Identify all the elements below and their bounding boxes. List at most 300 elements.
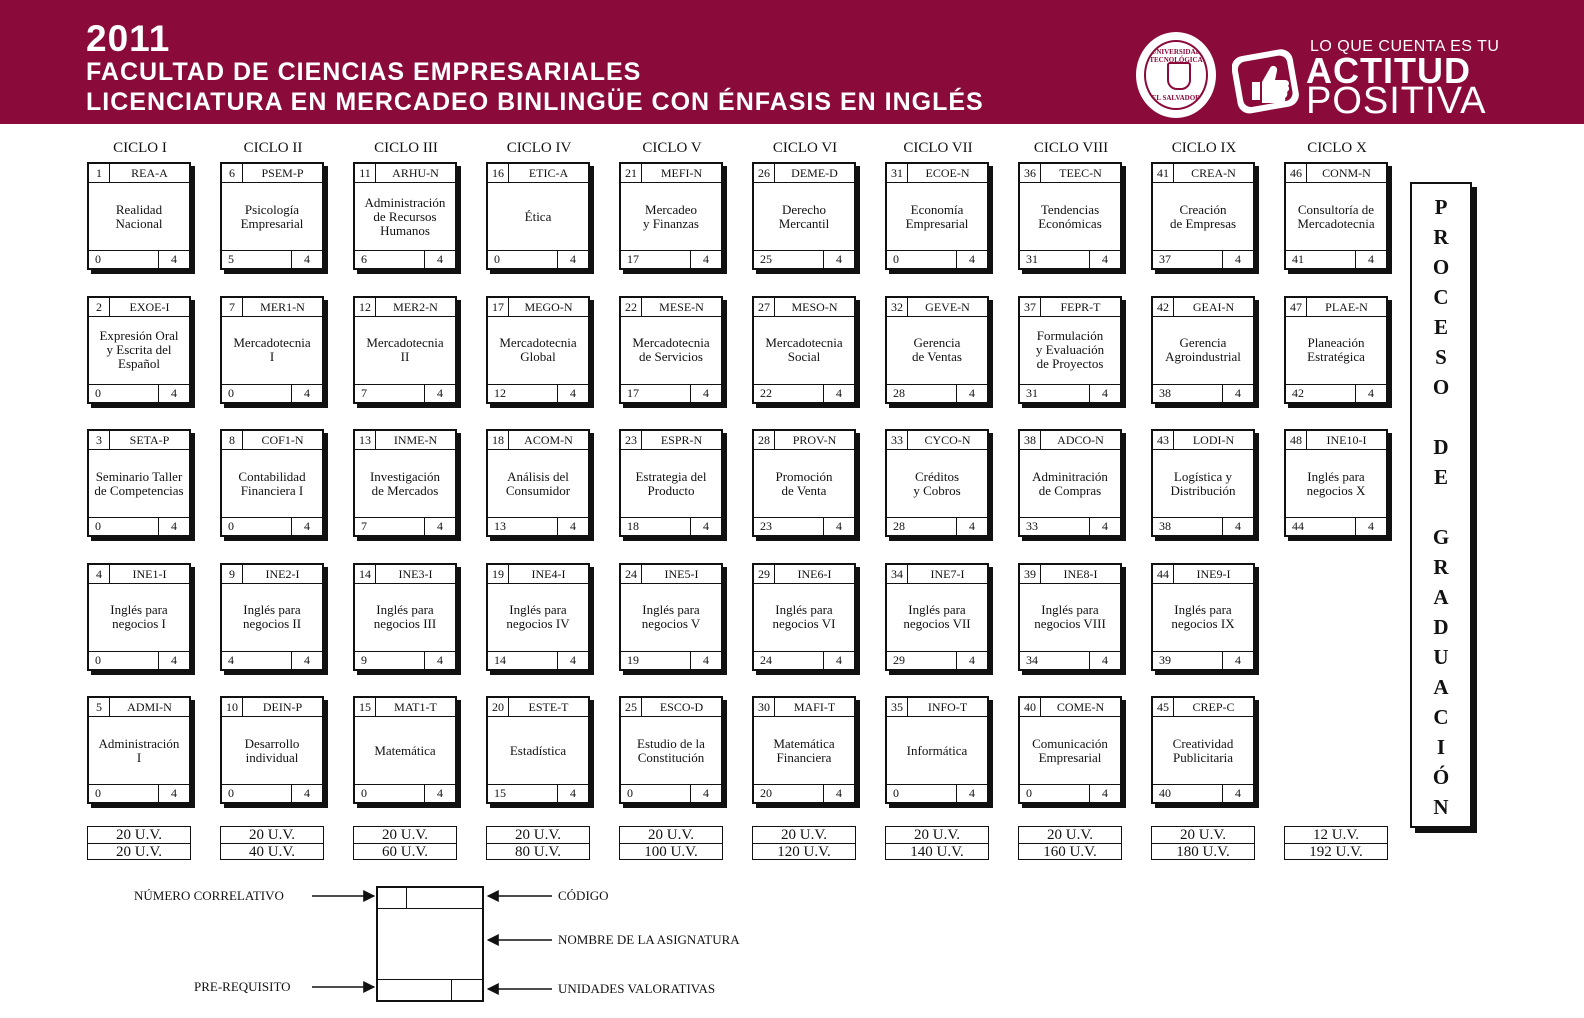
course-card xyxy=(486,429,590,537)
course-prerequisite: 28 xyxy=(893,519,905,533)
course-number: 36 xyxy=(1020,164,1041,182)
course-prerequisite: 31 xyxy=(1026,385,1038,400)
course-prerequisite: 28 xyxy=(893,385,905,400)
course-code: ETIC-A xyxy=(528,166,569,180)
course-name: Inglés para negocios VIII xyxy=(1034,602,1106,631)
cycle-units-box xyxy=(220,826,324,860)
course-code: INE10-I xyxy=(1326,433,1367,447)
faculty-title: FACULTAD DE CIENCIAS EMPRESARIALES xyxy=(86,58,642,86)
course-prerequisite: 19 xyxy=(627,652,639,667)
graduation-letter: E xyxy=(1433,465,1448,489)
course-card xyxy=(885,296,989,404)
course-card xyxy=(752,429,856,537)
course-units: 4 xyxy=(424,385,455,402)
course-card xyxy=(1151,696,1255,804)
course-number: 28 xyxy=(754,431,775,449)
course-units: 4 xyxy=(1222,785,1253,802)
course-code: GEVE-N xyxy=(925,299,970,314)
course-number: 38 xyxy=(1020,431,1041,449)
course-name: Adminitración de Compras xyxy=(1032,468,1108,498)
course-units: 4 xyxy=(1222,251,1253,268)
graduation-letter: S xyxy=(1435,345,1447,369)
graduation-letter: D xyxy=(1433,615,1449,639)
course-units: 4 xyxy=(956,785,987,802)
course-code: SETA-P xyxy=(129,433,170,447)
cycle-units: 20 U.V. xyxy=(88,827,190,844)
course-name: Investigación de Mercados xyxy=(369,468,441,498)
course-code: EXOE-I xyxy=(129,299,170,314)
course-units: 4 xyxy=(1089,518,1120,535)
cycle-heading: CICLO II xyxy=(243,140,303,156)
legend-codigo-label: CÓDIGO xyxy=(558,888,609,903)
course-card xyxy=(220,563,324,671)
course-number: 18 xyxy=(488,431,509,449)
course-card xyxy=(1018,429,1122,537)
course-name: Desarrollo individual xyxy=(244,735,300,765)
course-number: 33 xyxy=(887,431,908,449)
course-name: Inglés para negocios I xyxy=(110,602,168,631)
course-name: Estrategia del Producto xyxy=(635,468,707,498)
course-code: PROV-N xyxy=(792,433,837,447)
course-units: 4 xyxy=(557,251,588,268)
course-prerequisite: 7 xyxy=(361,519,367,533)
course-units: 4 xyxy=(158,251,189,268)
course-card xyxy=(353,696,457,804)
course-name: Estadística xyxy=(509,742,567,758)
cycle-units: 20 U.V. xyxy=(221,827,323,844)
course-name: Estudio de la Constitución xyxy=(637,735,705,765)
course-number: 26 xyxy=(754,164,775,182)
course-number: 30 xyxy=(754,698,775,716)
course-name: Planeación Estratégica xyxy=(1307,335,1365,364)
course-card xyxy=(619,563,723,671)
course-card xyxy=(87,162,191,270)
course-code: PLAE-N xyxy=(1325,299,1368,314)
course-name: Expresión Oral y Escrita del Español xyxy=(99,328,179,371)
course-card xyxy=(353,429,457,537)
course-card xyxy=(486,296,590,404)
course-prerequisite: 0 xyxy=(893,252,899,266)
legend-unidades-label: UNIDADES VALORATIVAS xyxy=(558,981,716,996)
graduation-process-box xyxy=(1410,182,1472,828)
course-name: Inglés para negocios V xyxy=(641,602,701,631)
cumulative-units: 80 U.V. xyxy=(515,844,561,860)
course-card xyxy=(752,563,856,671)
course-number: 4 xyxy=(89,565,110,583)
course-prerequisite: 24 xyxy=(760,652,772,667)
cycle-units-box xyxy=(885,826,989,860)
cycle-heading: CICLO X xyxy=(1307,140,1367,156)
course-card xyxy=(885,563,989,671)
cycle-heading: CICLO I xyxy=(113,140,167,156)
course-number: 43 xyxy=(1153,431,1174,449)
course-prerequisite: 7 xyxy=(361,385,367,400)
course-number: 46 xyxy=(1286,164,1307,182)
course-prerequisite: 34 xyxy=(1026,652,1038,667)
course-code: CREP-C xyxy=(1192,700,1235,714)
course-prerequisite: 17 xyxy=(627,252,639,266)
course-number: 5 xyxy=(89,698,110,716)
course-number: 16 xyxy=(488,164,509,182)
cycle-units: 12 U.V. xyxy=(1285,827,1387,844)
cycle-units: 20 U.V. xyxy=(487,827,589,844)
course-name: Mercadotecnia de Servicios xyxy=(632,335,710,364)
course-number: 25 xyxy=(621,698,642,716)
cumulative-units: 40 U.V. xyxy=(249,844,295,860)
slogan-line-2: ACTITUD xyxy=(1306,50,1471,91)
course-name: Gerencia Agroindustrial xyxy=(1165,335,1241,364)
legend-sample-card xyxy=(376,886,484,1002)
course-card xyxy=(87,563,191,671)
graduation-letter: N xyxy=(1433,795,1449,819)
cycle-units-box xyxy=(87,826,191,860)
course-units: 4 xyxy=(1355,385,1386,402)
course-code: PSEM-P xyxy=(261,166,304,180)
course-prerequisite: 23 xyxy=(760,519,772,533)
course-prerequisite: 41 xyxy=(1292,252,1304,266)
course-card xyxy=(885,429,989,537)
course-code: MESE-N xyxy=(659,299,704,314)
cycle-units: 20 U.V. xyxy=(354,827,456,844)
course-units: 4 xyxy=(690,518,721,535)
course-prerequisite: 0 xyxy=(228,519,234,533)
cycle-heading: CICLO VI xyxy=(772,140,838,156)
seal-bottom-text: EL SALVADOR xyxy=(1151,94,1201,102)
graduation-letter: O xyxy=(1432,375,1450,399)
course-prerequisite: 6 xyxy=(361,252,367,266)
course-number: 9 xyxy=(222,565,243,583)
course-number: 47 xyxy=(1286,298,1307,316)
course-units: 4 xyxy=(823,251,854,268)
course-name: Economía Empresarial xyxy=(905,201,969,231)
course-name: Inglés para negocios X xyxy=(1306,468,1366,498)
course-name: Logística y Distribución xyxy=(1170,468,1236,498)
course-units: 4 xyxy=(823,385,854,402)
course-card xyxy=(619,429,723,537)
course-card xyxy=(1284,162,1388,270)
course-prerequisite: 0 xyxy=(95,652,101,667)
course-units: 4 xyxy=(291,251,322,268)
shield-icon xyxy=(1167,62,1191,90)
course-card xyxy=(1151,296,1255,404)
slogan-line-1: LO QUE CUENTA ES TU xyxy=(1310,38,1500,55)
course-code: MEGO-N xyxy=(524,299,573,314)
cycle-heading: CICLO VII xyxy=(903,140,973,156)
course-number: 41 xyxy=(1153,164,1174,182)
course-code: MESO-N xyxy=(791,299,838,314)
course-number: 10 xyxy=(222,698,243,716)
course-card xyxy=(752,296,856,404)
course-name: Matemática xyxy=(374,742,436,758)
course-code: GEAI-N xyxy=(1192,299,1235,314)
course-number: 19 xyxy=(488,565,509,583)
course-code: ADMI-N xyxy=(127,700,172,714)
course-code: DEME-D xyxy=(791,166,838,180)
course-number: 6 xyxy=(222,164,243,182)
graduation-letter: U xyxy=(1433,645,1449,669)
course-name: Derecho Mercantil xyxy=(778,201,830,231)
course-units: 4 xyxy=(557,385,588,402)
course-name: Formulación y Evaluación de Proyectos xyxy=(1035,328,1105,371)
cycle-heading: CICLO IV xyxy=(506,140,572,156)
cumulative-units: 192 U.V. xyxy=(1309,844,1363,860)
course-code: ESPR-N xyxy=(660,433,703,447)
course-prerequisite: 33 xyxy=(1026,519,1038,533)
course-units: 4 xyxy=(557,518,588,535)
course-code: MAFI-T xyxy=(793,700,836,714)
course-name: Comunicación Empresarial xyxy=(1032,735,1108,765)
course-prerequisite: 18 xyxy=(627,519,639,533)
course-code: MER2-N xyxy=(393,299,438,314)
course-card xyxy=(619,162,723,270)
course-units: 4 xyxy=(1222,385,1253,402)
cycle-units-box xyxy=(486,826,590,860)
course-card xyxy=(486,563,590,671)
course-prerequisite: 22 xyxy=(760,385,772,400)
course-prerequisite: 13 xyxy=(494,519,506,533)
course-code: CYCO-N xyxy=(924,433,971,447)
course-prerequisite: 0 xyxy=(361,786,367,800)
course-name: Informática xyxy=(906,742,968,758)
course-units: 4 xyxy=(1089,251,1120,268)
cumulative-units: 100 U.V. xyxy=(644,844,698,860)
course-code: INE9-I xyxy=(1196,566,1231,581)
cumulative-units: 20 U.V. xyxy=(116,844,162,860)
course-number: 12 xyxy=(355,298,376,316)
course-code: CONM-N xyxy=(1322,166,1371,180)
course-number: 48 xyxy=(1286,431,1307,449)
course-prerequisite: 12 xyxy=(494,385,506,400)
course-number: 13 xyxy=(355,431,376,449)
graduation-letter: Ó xyxy=(1432,765,1450,789)
course-units: 4 xyxy=(690,652,721,669)
course-name: Promoción de Venta xyxy=(775,468,833,498)
course-number: 17 xyxy=(488,298,509,316)
course-card xyxy=(1018,563,1122,671)
cycle-units-box xyxy=(1151,826,1255,860)
course-number: 15 xyxy=(355,698,376,716)
graduation-letter xyxy=(1412,402,1470,432)
course-prerequisite: 0 xyxy=(95,385,101,400)
course-card xyxy=(353,296,457,404)
course-prerequisite: 15 xyxy=(494,786,506,800)
cumulative-units: 140 U.V. xyxy=(910,844,964,860)
course-name: Mercadotecnia II xyxy=(366,335,444,364)
course-prerequisite: 44 xyxy=(1292,519,1304,533)
course-number: 14 xyxy=(355,565,376,583)
course-units: 4 xyxy=(424,518,455,535)
graduation-letter: I xyxy=(1436,735,1446,759)
course-units: 4 xyxy=(956,251,987,268)
cycle-units: 20 U.V. xyxy=(1152,827,1254,844)
course-code: MAT1-T xyxy=(394,700,437,714)
course-units: 4 xyxy=(291,385,322,402)
course-card xyxy=(220,296,324,404)
cycle-heading: CICLO V xyxy=(642,140,702,156)
course-card xyxy=(220,162,324,270)
course-code: ARHU-N xyxy=(392,166,439,180)
course-prerequisite: 0 xyxy=(1026,786,1032,800)
course-name: Inglés para negocios II xyxy=(242,602,302,631)
plan-year: 2011 xyxy=(86,18,171,59)
course-number: 7 xyxy=(222,298,243,316)
course-card xyxy=(1018,162,1122,270)
course-card xyxy=(1151,162,1255,270)
course-prerequisite: 14 xyxy=(494,652,506,667)
course-prerequisite: 0 xyxy=(95,519,101,533)
course-number: 20 xyxy=(488,698,509,716)
graduation-letter: R xyxy=(1433,555,1449,579)
course-card xyxy=(220,429,324,537)
cumulative-units: 180 U.V. xyxy=(1176,844,1230,860)
course-units: 4 xyxy=(424,785,455,802)
course-code: CREA-N xyxy=(1191,166,1236,180)
cycle-units-box xyxy=(619,826,723,860)
course-card xyxy=(486,696,590,804)
course-card xyxy=(353,162,457,270)
course-number: 45 xyxy=(1153,698,1174,716)
course-units: 4 xyxy=(291,652,322,669)
course-name: Inglés para negocios VII xyxy=(903,602,971,631)
course-name: Realidad Nacional xyxy=(115,201,163,231)
course-number: 35 xyxy=(887,698,908,716)
course-name: Administración I xyxy=(98,735,180,765)
legend-nombre-label: NOMBRE DE LA ASIGNATURA xyxy=(558,932,740,947)
course-prerequisite: 38 xyxy=(1159,385,1171,400)
course-prerequisite: 17 xyxy=(627,385,639,400)
course-code: INE6-I xyxy=(797,566,832,581)
course-code: INE2-I xyxy=(265,566,300,581)
course-card xyxy=(752,162,856,270)
course-number: 40 xyxy=(1020,698,1041,716)
course-units: 4 xyxy=(956,385,987,402)
course-card xyxy=(353,563,457,671)
course-card xyxy=(1151,429,1255,537)
career-title: LICENCIATURA EN MERCADEO BINLINGÜE CON ÉNFASIS EN INGLÉS xyxy=(86,88,984,116)
course-name: Ética xyxy=(524,208,552,224)
course-number: 21 xyxy=(621,164,642,182)
course-code: ESTE-T xyxy=(528,700,569,714)
course-number: 34 xyxy=(887,565,908,583)
course-code: LODI-N xyxy=(1192,433,1235,447)
course-code: TEEC-N xyxy=(1059,166,1102,180)
course-card xyxy=(1284,296,1388,404)
course-prerequisite: 9 xyxy=(361,652,367,667)
course-code: ACOM-N xyxy=(524,433,573,447)
course-prerequisite: 39 xyxy=(1159,652,1171,667)
course-number: 2 xyxy=(89,298,110,316)
course-units: 4 xyxy=(823,785,854,802)
course-number: 39 xyxy=(1020,565,1041,583)
course-prerequisite: 25 xyxy=(760,252,772,266)
course-prerequisite: 37 xyxy=(1159,252,1171,266)
course-units: 4 xyxy=(291,785,322,802)
course-name: Inglés para negocios III xyxy=(373,602,437,631)
course-code: INE4-I xyxy=(531,566,566,581)
course-code: INFO-T xyxy=(927,700,968,714)
course-number: 32 xyxy=(887,298,908,316)
course-prerequisite: 0 xyxy=(893,786,899,800)
course-units: 4 xyxy=(557,652,588,669)
course-units: 4 xyxy=(956,518,987,535)
course-card xyxy=(87,429,191,537)
course-name: Consultoría de Mercadotecnia xyxy=(1297,201,1375,231)
legend-prerequisito-label: PRE-REQUISITO xyxy=(194,979,291,994)
university-seal-logo xyxy=(1136,32,1216,118)
course-code: DEIN-P xyxy=(262,700,303,714)
course-number: 3 xyxy=(89,431,110,449)
course-card xyxy=(1018,696,1122,804)
course-code: INE3-I xyxy=(398,566,433,581)
course-number: 44 xyxy=(1153,565,1174,583)
course-prerequisite: 20 xyxy=(760,786,772,800)
course-name: Seminario Taller de Competencias xyxy=(94,468,184,498)
course-prerequisite: 29 xyxy=(893,652,905,667)
graduation-letter: G xyxy=(1432,525,1450,549)
course-card xyxy=(1018,296,1122,404)
course-name: Inglés para negocios IV xyxy=(506,602,570,631)
course-number: 23 xyxy=(621,431,642,449)
course-name: Creatividad Publicitaria xyxy=(1172,735,1234,765)
course-code: INE8-I xyxy=(1063,566,1098,581)
course-code: ECOE-N xyxy=(925,166,970,180)
course-units: 4 xyxy=(158,385,189,402)
course-units: 4 xyxy=(956,652,987,669)
course-number: 8 xyxy=(222,431,243,449)
graduation-letter: A xyxy=(1433,675,1449,699)
course-card xyxy=(619,696,723,804)
course-prerequisite: 0 xyxy=(95,786,101,800)
graduation-letter: E xyxy=(1433,315,1448,339)
course-number: 24 xyxy=(621,565,642,583)
graduation-letter xyxy=(1412,492,1470,522)
course-code: INE1-I xyxy=(132,566,167,581)
course-code: INME-N xyxy=(393,433,438,447)
course-prerequisite: 0 xyxy=(228,385,234,400)
course-name: Creación de Empresas xyxy=(1169,201,1237,231)
course-code: INE7-I xyxy=(930,566,965,581)
course-name: Gerencia de Ventas xyxy=(912,335,962,364)
cumulative-units: 160 U.V. xyxy=(1043,844,1097,860)
course-units: 4 xyxy=(291,518,322,535)
course-units: 4 xyxy=(1089,652,1120,669)
cycle-units: 20 U.V. xyxy=(886,827,988,844)
course-units: 4 xyxy=(158,518,189,535)
course-card xyxy=(1284,429,1388,537)
course-number: 1 xyxy=(89,164,110,182)
cumulative-units: 60 U.V. xyxy=(382,844,428,860)
cumulative-units: 120 U.V. xyxy=(777,844,831,860)
course-units: 4 xyxy=(1089,785,1120,802)
cycle-units-box xyxy=(1284,826,1388,860)
course-card xyxy=(1151,563,1255,671)
graduation-letter: O xyxy=(1432,255,1450,279)
course-card xyxy=(752,696,856,804)
graduation-letter: P xyxy=(1434,195,1448,219)
course-units: 4 xyxy=(1355,251,1386,268)
course-name: Psicología Empresarial xyxy=(240,201,304,231)
cycle-units: 20 U.V. xyxy=(1019,827,1121,844)
course-card xyxy=(220,696,324,804)
course-units: 4 xyxy=(158,785,189,802)
course-prerequisite: 0 xyxy=(228,786,234,800)
course-card xyxy=(885,696,989,804)
course-card xyxy=(87,296,191,404)
course-name: Mercadotecnia I xyxy=(233,335,311,364)
course-number: 27 xyxy=(754,298,775,316)
course-code: REA-A xyxy=(131,166,168,180)
graduation-letter: C xyxy=(1433,705,1449,729)
